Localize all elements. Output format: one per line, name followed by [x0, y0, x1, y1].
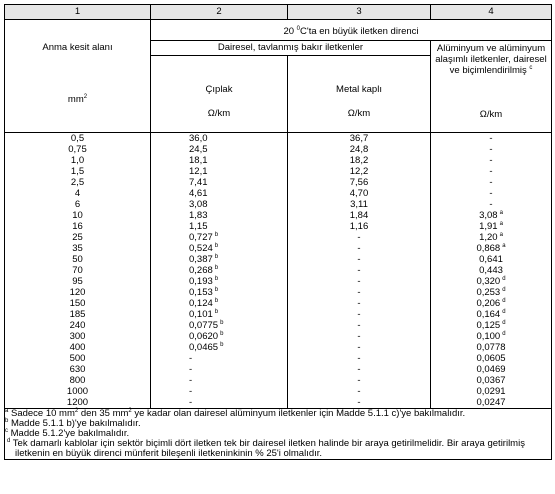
cell-coated: 12,2	[349, 166, 369, 177]
cell-coated: 1,16	[349, 221, 369, 232]
cell-size: 300	[69, 331, 86, 342]
coated-column	[288, 133, 431, 409]
column-number-row	[5, 5, 552, 20]
cell-plain: -	[189, 397, 193, 408]
cell-aluminium: 0,206 $^d$	[476, 298, 506, 309]
copper-group-header: Dairesel, tavlanmış bakır iletkenler	[151, 41, 431, 56]
cell-coated: 7,56	[349, 177, 369, 188]
column-number-4: 4	[431, 5, 552, 20]
cell-plain: 0,524 $^b$	[189, 243, 219, 254]
cell-aluminium: -	[489, 144, 493, 155]
plain-unit: Ω/km	[207, 108, 231, 119]
cell-size: 1,0	[70, 155, 85, 166]
cell-plain: -	[189, 386, 193, 397]
cell-aluminium: 0,164 $^d$	[476, 309, 506, 320]
cell-coated: -	[357, 342, 361, 353]
cell-coated: -	[357, 232, 361, 243]
cell-aluminium: 0,100 $^d$	[476, 331, 506, 342]
cell-size: 2,5	[70, 177, 85, 188]
cell-aluminium: 0,641	[479, 254, 503, 265]
cell-aluminium: -	[489, 188, 493, 199]
cell-plain: 0,101 $^b$	[189, 309, 219, 320]
cell-plain: -	[189, 353, 193, 364]
cell-coated: 4,70	[349, 188, 369, 199]
resistance-table-sheet	[4, 4, 551, 460]
cell-aluminium: -	[489, 177, 493, 188]
cell-coated: 36,7	[349, 133, 369, 144]
cell-coated: -	[357, 353, 361, 364]
cell-size: 0,5	[70, 133, 85, 144]
aluminium-column	[431, 133, 552, 409]
cell-coated: -	[357, 276, 361, 287]
footnote-b: $^b$ Madde 5.1.1 b)'ye bakılmalıdır.	[5, 418, 141, 429]
cell-aluminium: 0,443	[479, 265, 503, 276]
size-column	[5, 133, 151, 409]
footnotes	[5, 409, 552, 460]
coated-title: Metal kaplı	[336, 84, 382, 95]
cell-plain: 0,387 $^b$	[189, 254, 219, 265]
cell-coated: -	[357, 265, 361, 276]
cell-size: 4	[74, 188, 81, 199]
cell-plain: 0,727 $^b$	[189, 232, 219, 243]
cell-plain: 1,15	[189, 221, 208, 232]
cell-size: 25	[72, 232, 83, 243]
cell-plain: 24,5	[189, 144, 208, 155]
plain-column	[151, 133, 288, 409]
cell-aluminium: 3,08 $^a$	[479, 210, 503, 221]
cell-aluminium: 0,868 $^a$	[476, 243, 506, 254]
cell-coated: -	[357, 254, 361, 265]
cell-plain: 0,268 $^b$	[189, 265, 219, 276]
cell-plain: 36,0	[189, 133, 208, 144]
cell-aluminium: 0,0469	[476, 364, 506, 375]
column-number-3: 3	[288, 5, 431, 20]
cell-aluminium: -	[489, 166, 493, 177]
cell-size: 400	[69, 342, 86, 353]
cell-size: 120	[69, 287, 86, 298]
cell-size: 35	[72, 243, 83, 254]
cell-coated: -	[357, 364, 361, 375]
resistance-table	[4, 4, 552, 460]
footnote-a: $^a$ Sadece 10 $mm^2$ den 35 $mm^2$ ye kadar olan dairesel alüminyum iletkenler için Madde 5.1.1 c)'ye bakılmalıdır.	[5, 408, 466, 419]
cell-coated: -	[357, 375, 361, 386]
section-unit: $mm^2$	[67, 94, 88, 105]
header-row-1	[5, 20, 552, 41]
footnote-c: $^c$ Madde 5.1.2'ye bakılmalıdır.	[5, 428, 130, 439]
cell-plain: 0,153 $^b$	[189, 287, 219, 298]
cell-plain: 4,61	[189, 188, 208, 199]
cell-size: 16	[72, 221, 83, 232]
plain-title: Çıplak	[205, 84, 233, 95]
cell-aluminium: 0,125 $^d$	[476, 320, 506, 331]
cell-plain: 3,08	[189, 199, 208, 210]
cell-coated: -	[357, 386, 361, 397]
cell-coated: -	[357, 243, 361, 254]
cell-coated: 1,84	[349, 210, 369, 221]
cell-coated: -	[357, 397, 361, 408]
aluminium-title: Alüminyum ve alüminyum alaşımlı iletkenler, dairesel ve biçimlendirilmiş $^c$	[435, 43, 547, 76]
cell-plain: 12,1	[189, 166, 208, 177]
cell-plain: -	[189, 364, 193, 375]
coated-header	[288, 56, 431, 133]
cell-plain: -	[189, 375, 193, 386]
cell-plain: 0,0465 $^b$	[189, 342, 224, 353]
cell-size: 240	[69, 320, 86, 331]
cell-size: 1200	[66, 397, 89, 408]
cell-plain: 0,0620 $^b$	[189, 331, 224, 342]
cell-size: 1,5	[70, 166, 85, 177]
cell-aluminium: 0,0778	[476, 342, 506, 353]
cell-coated: 18,2	[349, 155, 369, 166]
cell-size: 500	[69, 353, 86, 364]
cell-aluminium: -	[489, 199, 493, 210]
cell-size: 10	[72, 210, 83, 221]
cell-size: 800	[69, 375, 86, 386]
cell-size: 0,75	[68, 144, 87, 155]
cell-plain: 1,83	[189, 210, 208, 221]
cell-plain: 0,0775 $^b$	[189, 320, 224, 331]
aluminium-unit: Ω/km	[479, 109, 503, 120]
cell-aluminium: -	[489, 155, 493, 166]
cell-plain: 7,41	[189, 177, 208, 188]
plain-header	[151, 56, 288, 133]
cell-coated: -	[357, 287, 361, 298]
cell-coated: 3,11	[350, 199, 368, 210]
cell-aluminium: -	[489, 133, 493, 144]
cell-size: 1000	[66, 386, 89, 397]
cell-plain: 0,193 $^b$	[189, 276, 219, 287]
cell-aluminium: 1,91 $^a$	[479, 221, 503, 232]
cell-coated: 24,8	[349, 144, 369, 155]
cell-size: 6	[74, 199, 81, 210]
footnote-d: $^d$ Tek damarlı kablolar için sektör biçimli dört iletken tek bir dairesel iletken halinde bir araya getirilmelidir. Bir araya getirilmiş iletkenin en büyük direnci münferit bileşenli iletkeninkinin % 25'i olmalıdır.	[7, 438, 525, 459]
column-number-2: 2	[151, 5, 288, 20]
cell-aluminium: 1,20 $^a$	[479, 232, 503, 243]
cell-size: 70	[72, 265, 83, 276]
section-header-cell	[5, 20, 151, 133]
data-row	[5, 133, 552, 409]
resistance-title: 20 $^0$C'ta en büyük iletken direnci	[151, 20, 552, 41]
cell-plain: 0,124 $^b$	[189, 298, 219, 309]
notes-row	[5, 409, 552, 460]
cell-aluminium: 0,0605	[476, 353, 506, 364]
cell-aluminium: 0,0291	[476, 386, 506, 397]
cell-aluminium: 0,320 $^d$	[476, 276, 506, 287]
cell-aluminium: 0,0367	[476, 375, 506, 386]
cell-size: 150	[69, 298, 86, 309]
coated-unit: Ω/km	[347, 108, 371, 119]
cell-coated: -	[357, 331, 361, 342]
cell-coated: -	[357, 298, 361, 309]
cell-plain: 18,1	[189, 155, 208, 166]
cell-size: 630	[69, 364, 86, 375]
cell-aluminium: 0,0247	[476, 397, 506, 408]
cell-aluminium: 0,253 $^d$	[476, 287, 506, 298]
cell-size: 95	[72, 276, 83, 287]
section-label: Anma kesit alanı	[42, 42, 113, 53]
aluminium-header	[431, 41, 552, 133]
cell-coated: -	[357, 320, 361, 331]
cell-size: 185	[69, 309, 86, 320]
cell-size: 50	[72, 254, 83, 265]
column-number-1: 1	[5, 5, 151, 20]
cell-coated: -	[357, 309, 361, 320]
